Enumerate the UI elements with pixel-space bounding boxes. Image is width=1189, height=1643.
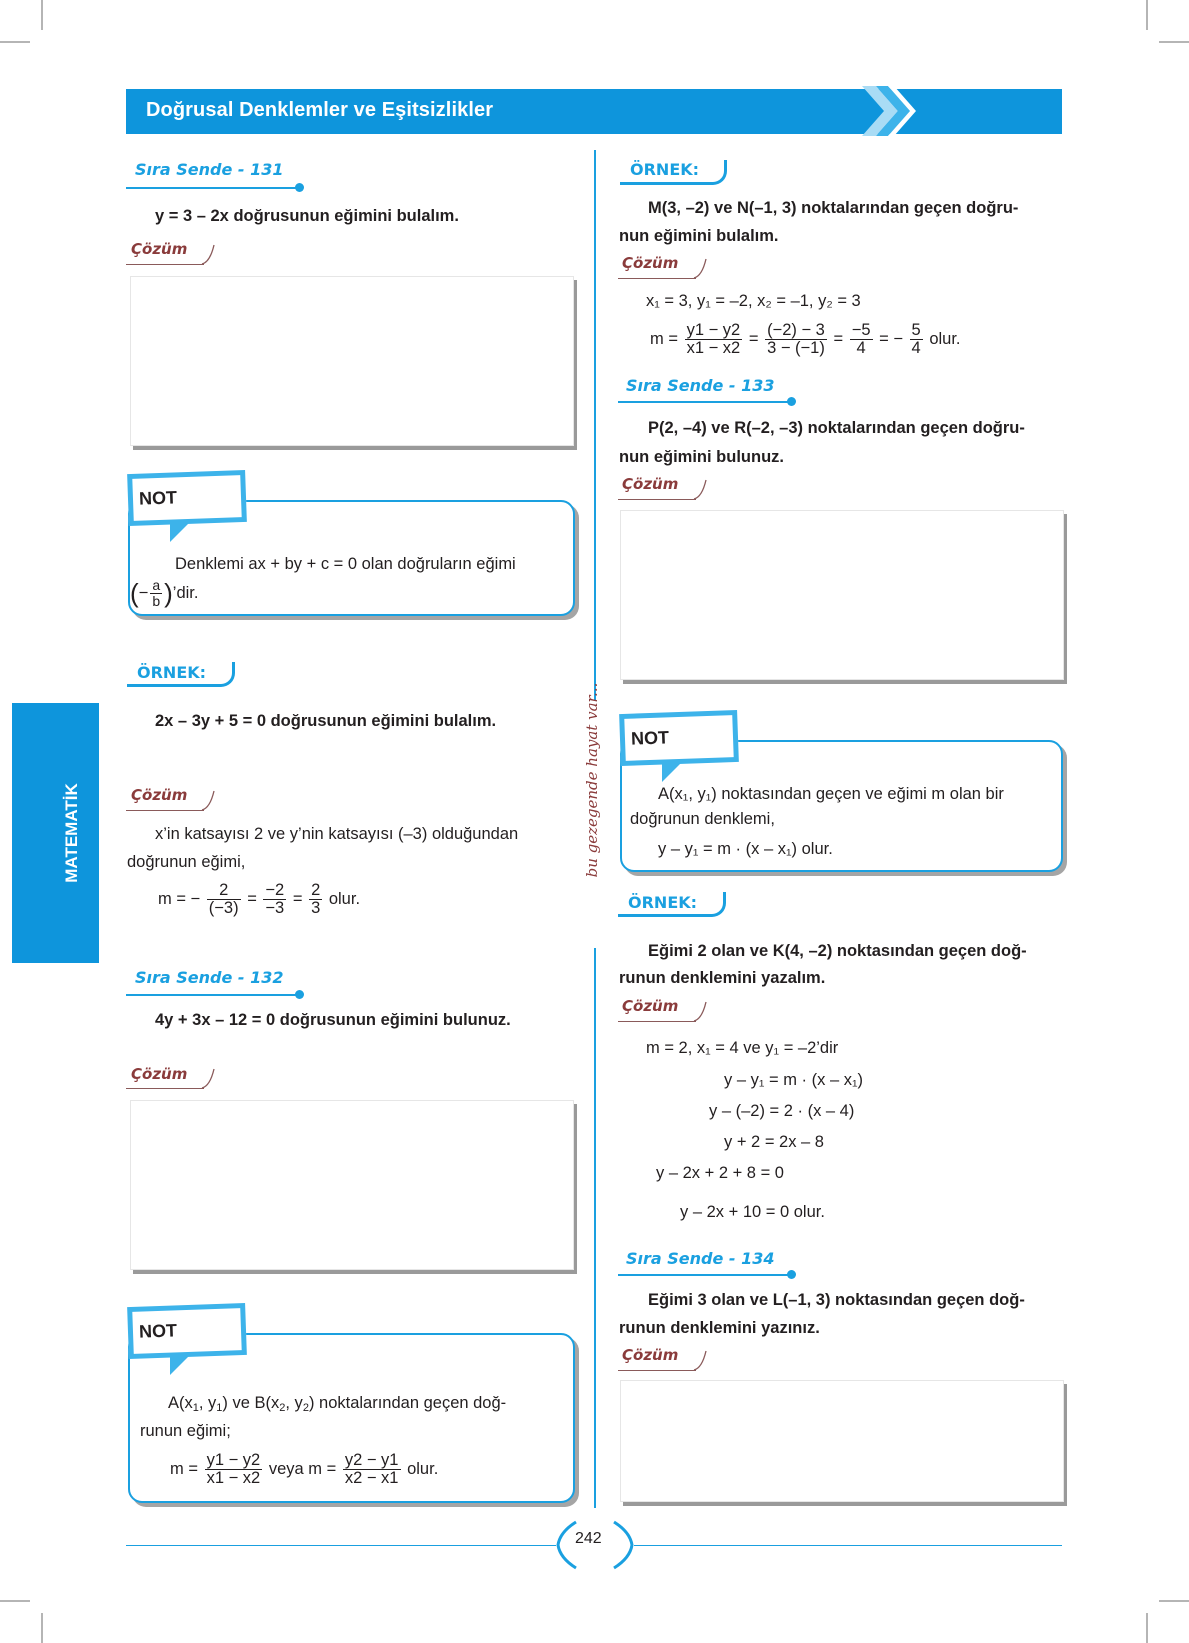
ornek-frame — [620, 160, 727, 185]
note-label: NOT — [138, 487, 178, 509]
cozum-label: Çözüm — [131, 240, 188, 258]
crop-mark — [41, 1613, 43, 1643]
crop-mark — [1159, 1600, 1189, 1602]
cozum-underline — [618, 1021, 696, 1022]
ornek-2-given: x₁ = 3, y₁ = –2, x₂ = –1, y₂ = 3 — [646, 292, 861, 310]
sira-sende-131-title: Sıra Sende - 131 — [135, 160, 284, 179]
subject-tab-label: MATEMATİK — [62, 783, 81, 883]
ornek-1-solution-line1: x’in katsayısı 2 ve y’nin katsayısı (–3) olduğundan — [155, 825, 519, 843]
cozum-slash-icon — [692, 1350, 708, 1372]
note-label: NOT — [138, 1320, 178, 1342]
cozum-slash-icon — [692, 258, 708, 280]
sira-133-question-line2: nun eğimini bulunuz. — [619, 448, 784, 466]
cozum-label: Çözüm — [622, 475, 679, 493]
cozum-underline — [618, 278, 696, 279]
ornek-2-question-line1: M(3, –2) ve N(–1, 3) noktalarından geçen doğru- — [648, 199, 1019, 217]
crop-mark — [1146, 0, 1148, 30]
ornek-label: ÖRNEK: — [628, 893, 698, 912]
cozum-underline — [126, 264, 204, 265]
cozum-slash-icon — [200, 790, 216, 812]
sira-sende-134-title: Sıra Sende - 134 — [626, 1249, 775, 1268]
ornek-3-question-line1: Eğimi 2 olan ve K(4, –2) noktasından geçen doğ- — [648, 942, 1027, 960]
sira-131-question: y = 3 – 2x doğrusunun eğimini bulalım. — [155, 207, 459, 225]
crop-mark — [1146, 1613, 1148, 1643]
note-flag — [127, 1303, 247, 1359]
sira-sende-133-title: Sıra Sende - 133 — [626, 376, 775, 395]
cozum-label: Çözüm — [131, 786, 188, 804]
sira-134-question-line2: runun denklemini yazınız. — [619, 1319, 820, 1337]
page-number: 242 — [575, 1530, 602, 1547]
note-flag — [127, 470, 247, 526]
cozum-label: Çözüm — [131, 1065, 188, 1083]
answer-area[interactable] — [620, 510, 1064, 680]
cozum-slash-icon — [692, 1001, 708, 1023]
sira-sende-132-title: Sıra Sende - 132 — [135, 968, 284, 987]
slogan: bu gezegende hayat var... — [583, 682, 601, 878]
answer-area[interactable] — [130, 276, 574, 446]
cozum-underline — [618, 1370, 696, 1371]
note-1-formula: (− $\frac{a}{b}$ )’dir. — [130, 577, 199, 609]
note-2-line1: $A(x_1$, $y_1$) ve $B(x_2$, $y_2$) noktalarından geçen doğ- — [168, 1394, 507, 1414]
ornek-3-step: y – 2x + 2 + 8 = 0 — [656, 1164, 784, 1182]
sira-134-question-line1: Eğimi 3 olan ve L(–1, 3) noktasından geçen doğ- — [648, 1291, 1025, 1309]
ornek-label: ÖRNEK: — [137, 663, 207, 682]
crop-mark — [0, 41, 30, 43]
cozum-underline — [618, 499, 696, 500]
cozum-label: Çözüm — [622, 1346, 679, 1364]
crop-mark — [1159, 41, 1189, 43]
ornek-3-step: y – y₁ = m · (x – x₁) — [724, 1071, 864, 1089]
cozum-underline — [126, 810, 204, 811]
sira-133-question-line1: P(2, –4) ve R(–2, –3) noktalarından geçen doğru- — [648, 419, 1025, 437]
cozum-label: Çözüm — [622, 254, 679, 272]
ornek-3-step: y – 2x + 10 = 0 olur. — [680, 1203, 825, 1221]
crop-mark — [0, 1600, 30, 1602]
title-underline — [618, 1274, 790, 1276]
title-dot — [295, 183, 304, 192]
chevron-right-icon — [862, 86, 922, 136]
title-underline — [126, 187, 298, 189]
ornek-label: ÖRNEK: — [630, 160, 700, 179]
note-3-line3: y – y₁ = m · (x – x₁) olur. — [658, 840, 833, 858]
title-underline — [618, 401, 790, 403]
ornek-3-step: m = 2, x₁ = 4 ve y₁ = –2’dir — [646, 1039, 839, 1057]
note-3-line1: A(x₁, y₁) noktasından geçen ve eğimi m olan bir — [658, 785, 1004, 803]
answer-area[interactable] — [620, 1380, 1064, 1502]
title-dot — [787, 397, 796, 406]
note-flag — [619, 710, 739, 766]
ornek-2-formula: m = $\frac{y1 - y2}{x1 - x2}$ = $\frac{(-2) - 3}{3 - (-1)}$ = $\frac{-5}{4}$ = − $\frac{5}{4}$ olur. — [650, 321, 961, 358]
title-underline — [126, 994, 298, 996]
footer-line — [126, 1545, 556, 1546]
ornek-1-question: 2x – 3y + 5 = 0 doğrusunun eğimini bulalım. — [155, 712, 497, 730]
note-2-line2: runun eğimi; — [140, 1422, 231, 1440]
ornek-3-step: y + 2 = 2x – 8 — [724, 1133, 824, 1151]
page-title: Doğrusal Denklemler ve Eşitsizlikler — [146, 99, 494, 121]
note-1-text: Denklemi ax + by + c = 0 olan doğruların eğimi — [175, 555, 516, 573]
ornek-frame — [618, 892, 726, 917]
ornek-1-formula: m = − $\frac{2}{(-3)}$ = $\frac{-2}{-3}$ = $\frac{2}{3}$ olur. — [158, 881, 361, 918]
note-flag-tail — [170, 1355, 190, 1375]
column-divider — [594, 948, 596, 1508]
sira-132-question: 4y + 3x – 12 = 0 doğrusunun eğimini bulunuz. — [155, 1011, 511, 1029]
note-2-formula: m = $\frac{y1 - y2}{x1 - x2}$ veya m = $\frac{y2 - y1}{x2 - x1}$ olur. — [170, 1451, 439, 1488]
note-flag-tail — [662, 762, 682, 782]
ornek-frame — [127, 662, 235, 687]
crop-mark — [41, 0, 43, 30]
note-flag-tail — [170, 522, 190, 542]
cozum-slash-icon — [692, 479, 708, 501]
cozum-label: Çözüm — [622, 997, 679, 1015]
ornek-3-question-line2: runun denklemini yazalım. — [619, 969, 826, 987]
subject-tab — [12, 703, 99, 963]
footer-line — [634, 1545, 1062, 1546]
ornek-1-solution-line2: doğrunun eğimi, — [127, 853, 246, 871]
column-divider — [594, 150, 596, 700]
ornek-2-question-line2: nun eğimini bulalım. — [619, 227, 779, 245]
answer-area[interactable] — [130, 1100, 574, 1270]
note-3-line2: doğrunun denklemi, — [630, 810, 775, 828]
title-dot — [787, 1270, 796, 1279]
title-dot — [295, 990, 304, 999]
ornek-3-step: y – (–2) = 2 · (x – 4) — [709, 1102, 855, 1120]
note-label: NOT — [630, 727, 670, 749]
cozum-underline — [126, 1088, 204, 1089]
cozum-slash-icon — [200, 1068, 216, 1090]
cozum-slash-icon — [200, 244, 216, 266]
